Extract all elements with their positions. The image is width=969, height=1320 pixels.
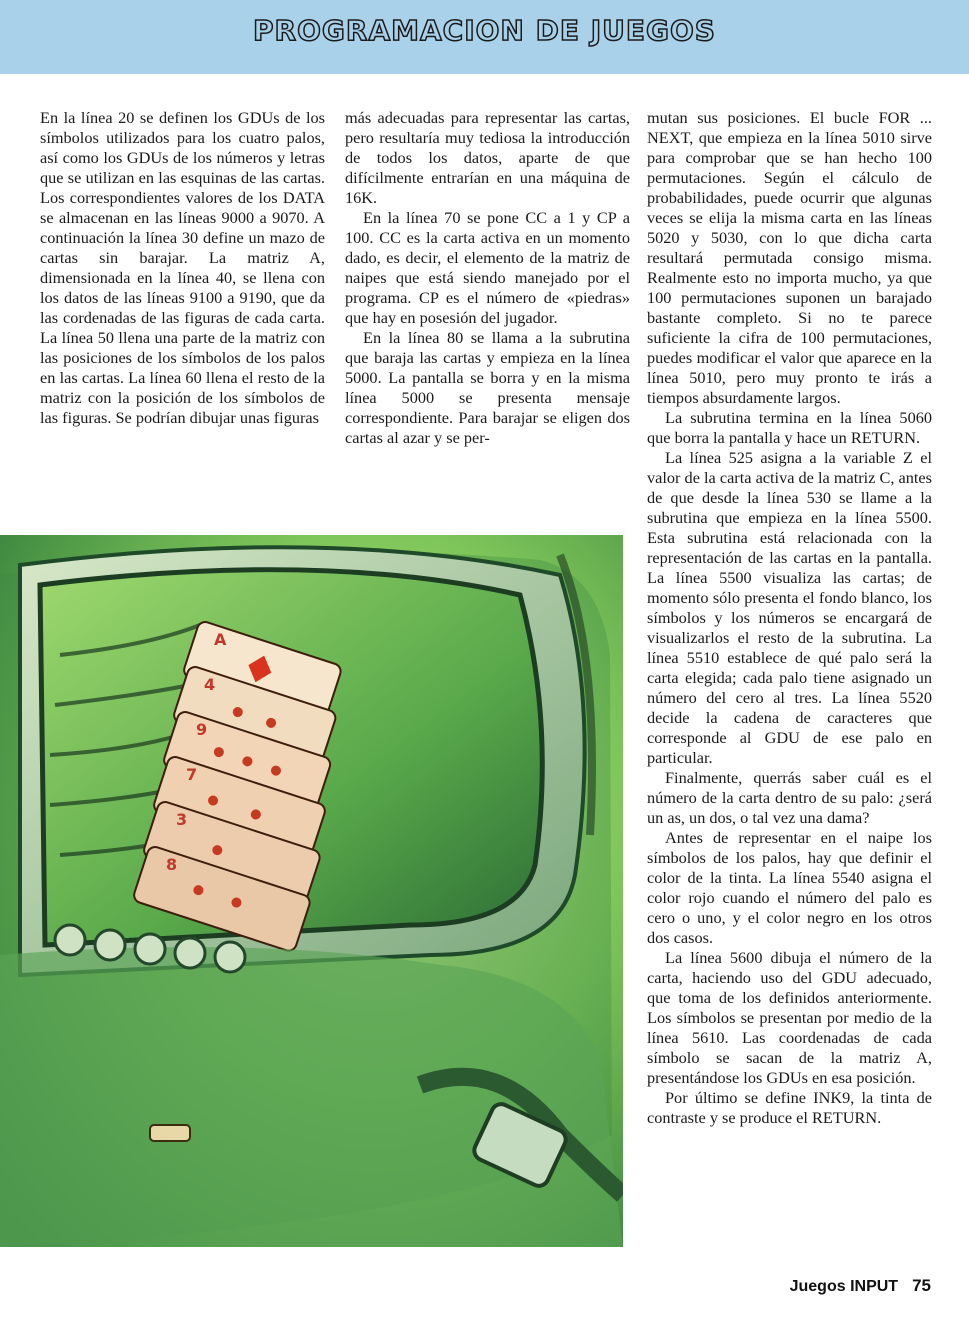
- card-label: 7: [186, 765, 198, 784]
- computer-screen-cards-illustration-icon: [0, 535, 623, 1247]
- article-column-3: [647, 108, 932, 1128]
- page-number: 75: [912, 1276, 931, 1295]
- card-label: 9: [196, 720, 208, 739]
- paragraph: La subrutina termina en la línea 5060 que borra la pantalla y hace un RETURN.: [647, 408, 932, 447]
- card-label: 3: [176, 810, 188, 829]
- section-title: PROGRAMACION DE JUEGOS: [253, 14, 716, 47]
- card-label: 4: [204, 675, 216, 694]
- article-column-1: [40, 108, 325, 428]
- paragraph: Antes de representar en el naipe los símbolos de los palos, hay que definir el color de la tinta. La línea 5540 asigna el color rojo cuando el número del palo es cero o uno, y el color negro en los otros dos casos.: [647, 828, 932, 947]
- card-label: A: [214, 630, 227, 649]
- card-label: 8: [166, 855, 178, 874]
- paragraph: En la línea 70 se pone CC a 1 y CP a 100. CC es la carta activa en un momento dado, es decir, el elemento de la matriz de naipes que está siendo manejado por el programa. CP es el número de «piedras» que hay en posesión del jugador.: [345, 208, 630, 327]
- paragraph: más adecuadas para representar las cartas, pero resultaría muy tediosa la introducción de todos los datos, aparte de que difícilmente entrarían en una máquina de 16K.: [345, 108, 630, 207]
- paragraph: La línea 525 asigna a la variable Z el valor de la carta activa de la matriz C, antes de que desde la línea 530 se llame a la subrutina que empieza en la línea 5500. Esta subrutina está relacionada con la representación de las cartas en la pantalla. La línea 5500 visualiza las cartas; de momento sólo presenta el fondo blanco, los símbolos y los números se encargará de visualizarlos el resto de la subrutina. La línea 5510 establece de qué palo será la carta elegida; cada palo tiene asignado un número del cero al tres. La línea 5520 decide la cadena de caracteres que corresponde al GDU de ese palo en particular.: [647, 448, 932, 767]
- page-footer: [790, 1276, 931, 1296]
- section-banner: [0, 0, 969, 74]
- magazine-name: Juegos INPUT: [789, 1278, 899, 1295]
- paragraph: Finalmente, querrás saber cuál es el número de la carta dentro de su palo: ¿será un as, un dos, o tal vez una dama?: [647, 768, 932, 827]
- paragraph: Por último se define INK9, la tinta de contraste y se produce el RETURN.: [647, 1088, 932, 1127]
- paragraph: En la línea 80 se llama a la subrutina que baraja las cartas y empieza en la línea 5000. La pantalla se borra y en la misma línea 5000 se presenta mensaje correspondiente. Para barajar se eligen dos cartas al azar y se per-: [345, 328, 630, 447]
- paragraph: mutan sus posiciones. El bucle FOR ... NEXT, que empieza en la línea 5010 sirve para comprobar que se han hecho 100 permutaciones. Según el cálculo de probabilidades, puede ocurrir que algunas veces se elija la misma carta en las líneas 5020 y 5030, con lo que dicha carta resultará permutada consigo misma. Realmente esto no importa mucho, ya que 100 permutaciones suponen un barajado bastante completo. Si no te parece suficiente la cifra de 100 permutaciones, puedes modificar el valor que aparece en la línea 5010, pero muy pronto te irás a tiempos absurdamente largos.: [647, 108, 932, 407]
- paragraph: En la línea 20 se definen los GDUs de los símbolos utilizados para los cuatro palos, así como los GDUs de los números y letras que se utilizan en las esquinas de las cartas. Los correspondientes valores de los DATA se almacenan en las líneas 9000 a 9070. A continuación la línea 30 define un mazo de cartas sin barajar. La matriz A, dimensionada en la línea 40, se llena con los datos de las líneas 9100 a 9190, que da las cordenadas de las figuras de cada carta. La línea 50 llena una parte de la matriz con las posiciones de los símbolos de los palos en las cartas. La línea 60 llena el resto de la matriz con la posición de los símbolos de las figuras. Se podrían dibujar unas figuras: [40, 108, 325, 427]
- paragraph: La línea 5600 dibuja el número de la carta, haciendo uso del GDU adecuado, que toma de los definidos anteriormente. Los símbolos se presentan por medio de la línea 5610. Las coordenadas de cada símbolo se sacan de la matriz A, presentándose los GDUs en esa posición.: [647, 948, 932, 1087]
- article-column-2: [345, 108, 630, 448]
